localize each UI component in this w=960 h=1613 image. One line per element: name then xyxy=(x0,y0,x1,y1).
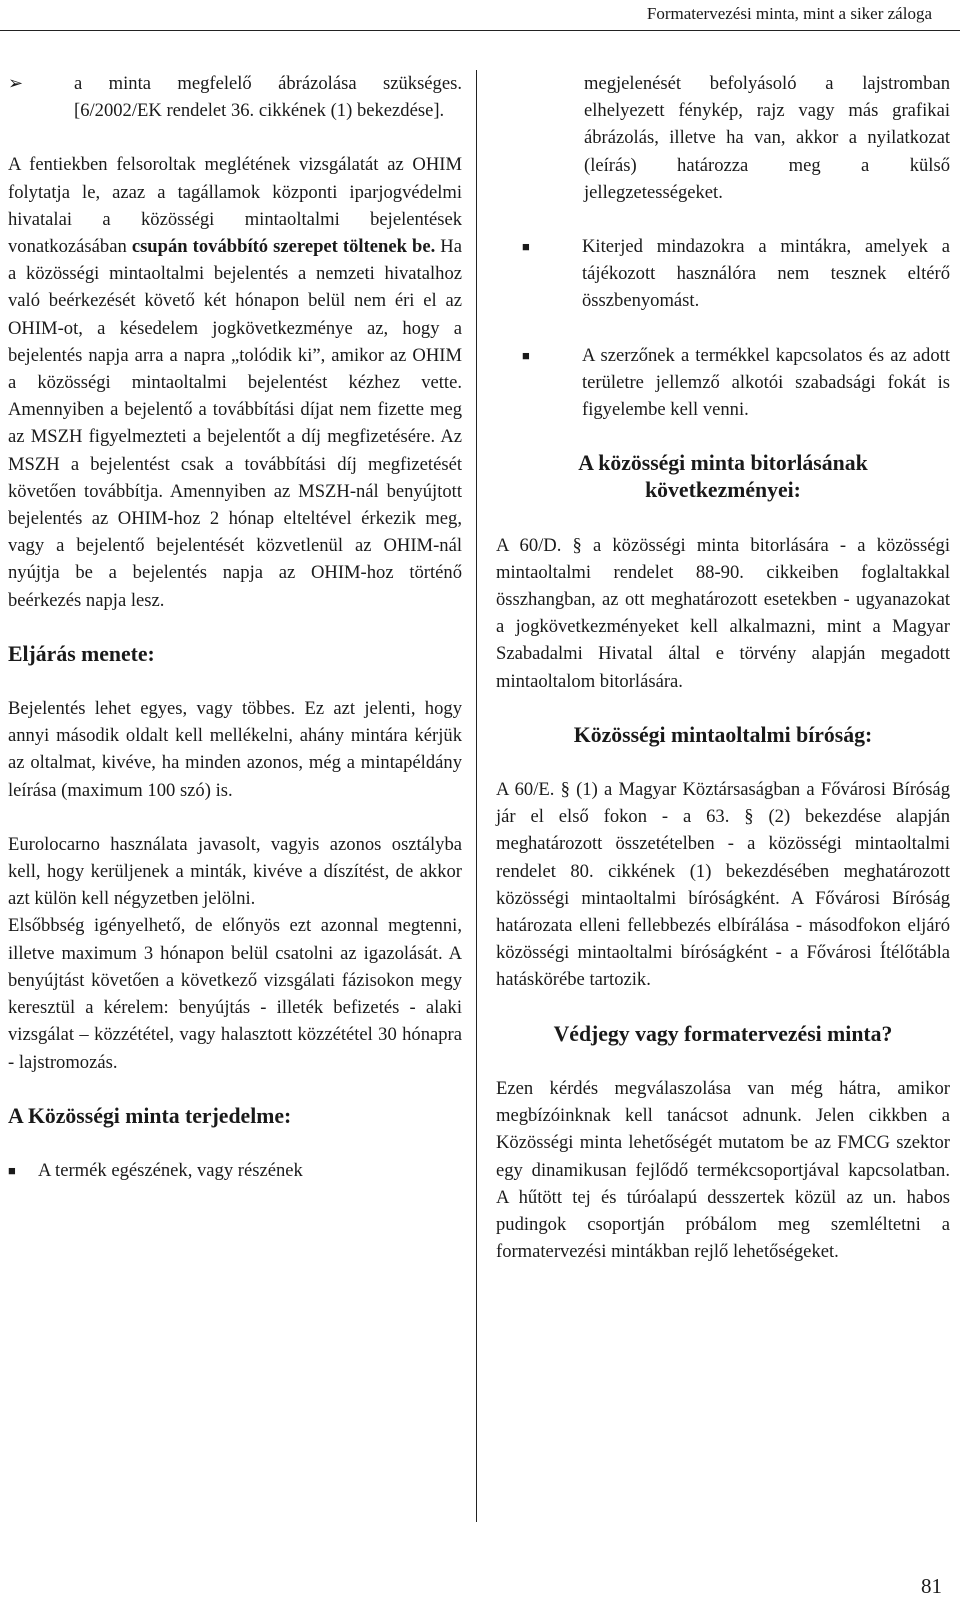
list-item xyxy=(8,1157,462,1184)
paragraph: A 60/E. § (1) a Magyar Köztársaságban a Fővárosi Bíróság jár el első fokon - a 63. § (2) bekezdése alapján meghatározott összetételben - a közösségi mintaoltalmi rendelet 80. cikkének (1) bekezdésében meghatározott közösségi mintaoltalmi bíróságként. A Fővárosi Bíróság határozata elleni fellebbezés elbírálása - másodfokon eljáró közösségi mintaoltalmi bíróságként - a Fővárosi Ítélőtábla hatáskörébe tartozik. xyxy=(496,779,950,991)
left-column xyxy=(8,70,462,1184)
section-heading: Védjegy vagy formatervezési minta? xyxy=(553,1021,893,1046)
square-bullet-icon: ■ xyxy=(8,1162,16,1178)
list-item xyxy=(496,342,950,424)
paragraph: Ezen kérdés megválaszolása van még hátra, amikor megbízóinknak kell tanácsot adnunk. Jelen cikkben a Közösségi minta lehetőségét mutatom be az FMCG szektor egy dinamikusan fejlődő termékcsoportjával kapcsolatban. A hűtött tej és túróalapú desszertek közül az un. habos pudingok csoportján próbálom meg szemléltetni a formatervezési mintákban rejlő lehetőségeket. xyxy=(496,1077,950,1263)
column-divider xyxy=(476,70,477,1522)
square-bullet-icon: ■ xyxy=(522,239,530,255)
arrow-bullet-icon: ➢ xyxy=(8,73,24,93)
right-column xyxy=(496,70,950,1265)
list-item xyxy=(496,233,950,315)
section-heading: A közösségi minta bitorlásának következményei: xyxy=(578,451,868,503)
paragraph: A fentiekben felsoroltak meglétének vizsgálatát az OHIM folytatja le, azaz a tagállamok központi iparjogvédelmi hivatalai a közösségi mintaoltalmi bejelentések vonatkozásában csupán továbbító szerepet töltenek be. Ha a közösségi mintaoltalmi bejelentés a nemzeti hivatalhoz való beérkezését követő két hónapon belül nem éri el az OHIM-ot, a késedelem jogkövetkezménye az, hogy a bejelentés napja arra a napra „tolódik ki”, amikor az OHIM a közösségi mintaoltalmi bejelentést kézhez vette. Amennyiben a bejelentő a továbbítási díjat nem fizette meg az MSZH figyelmezteti a bejelentőt a díj megfizetésére. Az MSZH a bejelentést csak a továbbítási díj megfizetését követően továbbítja. Amennyiben az MSZH-nál benyújtott bejelentés az OHIM-hoz 2 hónap elteltével érkezik meg, vagy a bejelentő bejelentését közvetlenül az OHIM-nál nyújtja be a bejelentés napja az OHIM-hoz történő beérkezés napja lesz. xyxy=(8,154,462,611)
list-item-text: a minta megfelelő ábrázolása szükséges. [6/2002/EK rendelet 36. cikkének (1) bekezdése]. xyxy=(74,73,462,122)
list-item xyxy=(8,70,462,124)
list-item-text: A termék egészének, vagy részének xyxy=(38,1159,303,1181)
paragraph: megjelenését befolyásoló a lajstromban elhelyezett fénykép, rajz vagy más grafikai ábrázolás, illetve ha van, akkor a nyilatkozat (leírás) határozza meg a külső jellegzetességeket. xyxy=(584,73,950,203)
paragraph: A 60/D. § a közösségi minta bitorlására - a közösségi mintaoltalmi rendelet 88-90. cikkeiben foglaltakkal összhangban, az ott meghatározott esetekben - ugyanazokat a jogkövetkezményeket kell alkalmazni, mint a Magyar Szabadalmi Hivatal által e törvény alapján megadott mintaoltalom bitorlására. xyxy=(496,534,950,692)
list-item-text: Kiterjed mindazokra a mintákra, amelyek a tájékozott használóra nem tesznek eltérő összbenyomást. xyxy=(582,236,950,312)
section-heading: Közösségi mintaoltalmi bíróság: xyxy=(573,722,873,747)
header-rule xyxy=(0,30,960,31)
page-number: 81 xyxy=(921,1574,942,1598)
section-heading: A Közösségi minta terjedelme: xyxy=(8,1103,292,1128)
square-bullet-icon: ■ xyxy=(522,347,530,363)
running-header-title: Formatervezési minta, mint a siker záloga xyxy=(646,4,932,23)
emphasis: csupán továbbító szerepet töltenek be. xyxy=(131,236,436,258)
paragraph: Bejelentés lehet egyes, vagy többes. Ez azt jelenti, hogy annyi második oldalt kell mellékelni, ahány mintára kérjük az oltalmat, kivéve, ha minden azonos, még a mintapéldány leírása (maximum 100 szó) is. xyxy=(8,698,462,801)
paragraph: Eurolocarno használata javasolt, vagyis azonos osztályba kell, hogy kerüljenek a minták, kivéve a díszítést, de akkor azt külön kell négyzetben jelölni. xyxy=(8,833,462,910)
section-heading: Eljárás menete: xyxy=(8,641,155,666)
list-item-text: A szerzőnek a termékkel kapcsolatos és az adott területre jellemző alkotói szabadsági fokát is figyelembe kell venni. xyxy=(582,344,950,421)
paragraph: Elsőbbség igényelhető, de előnyös ezt azonnal megtenni, illetve maximum 3 hónapon belül csatolni az igazolását. A benyújtást követően a következő vizsgálati fázisokon megy keresztül a kérelem: benyújtás - illeték befizetés - alaki vizsgálat – közzététel, vagy halasztott közzététel 30 hónapra - lajstromozás. xyxy=(8,915,462,1073)
page-header xyxy=(0,0,960,34)
